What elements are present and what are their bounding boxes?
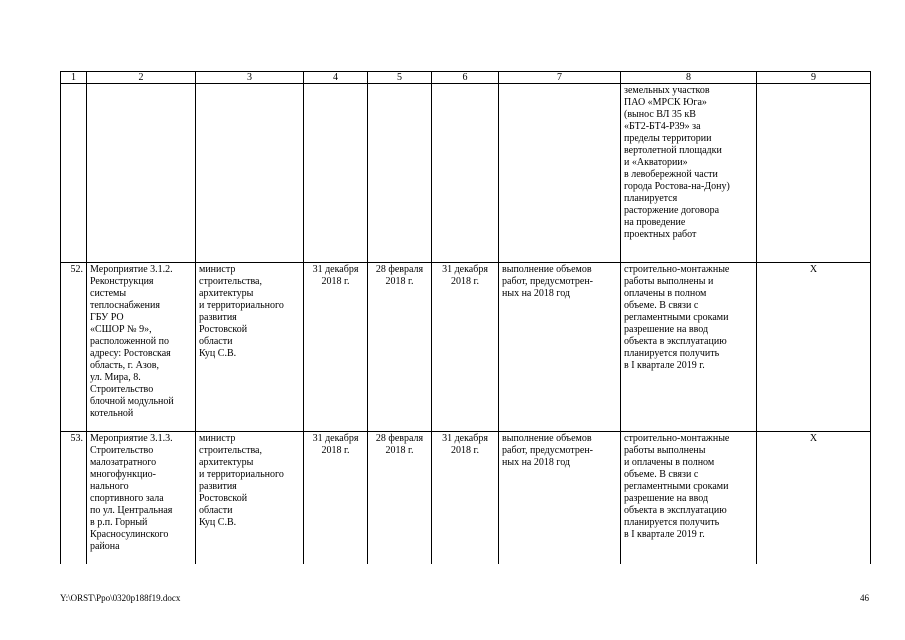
table-cell: [87, 84, 196, 263]
status-cell: строительно-монтажные работы выполнены и оплачены в полном объеме. В связи с регламентными сроками разрешение на ввод объекта в эксплуатацию планируется получить в I квартале 2019 г.: [621, 432, 757, 565]
table-cell: [499, 84, 621, 263]
table-cell: [196, 84, 304, 263]
responsible-cell: министр строительства, архитектуры и территориального развития Ростовской области Куц С.В.: [196, 432, 304, 565]
column-header: 6: [432, 72, 499, 84]
table-cell: [432, 84, 499, 263]
start-date-cell: 28 февраля 2018 г.: [368, 263, 432, 432]
events-table: [60, 71, 871, 564]
column-header: 4: [304, 72, 368, 84]
table-row-continuation: [61, 84, 871, 263]
table-row: [61, 432, 871, 565]
table-cell: [304, 84, 368, 263]
end-date-cell: 31 декабря 2018 г.: [432, 432, 499, 565]
column-header: 1: [61, 72, 87, 84]
status-cell: строительно-монтажные работы выполнены и оплачены в полном объеме. В связи с регламентными сроками разрешение на ввод объекта в эксплуатацию планируется получить в I квартале 2019 г.: [621, 263, 757, 432]
column-header: 7: [499, 72, 621, 84]
column-header: 2: [87, 72, 196, 84]
event-cell: Мероприятие 3.1.3. Строительство малозатратного многофункцио- нального спортивного зала по ул. Центральная в р.п. Горный Красносулинского района: [87, 432, 196, 565]
header-row: [61, 72, 871, 84]
table-cell: [61, 84, 87, 263]
responsible-cell: министр строительства, архитектуры и территориального развития Ростовской области Куц С.В.: [196, 263, 304, 432]
column-header: 9: [757, 72, 871, 84]
mark-cell: Х: [757, 432, 871, 565]
result-cell: выполнение объемов работ, предусмотрен- ных на 2018 год: [499, 432, 621, 565]
column-header: 5: [368, 72, 432, 84]
table-cell: [368, 84, 432, 263]
row-number: 53.: [61, 432, 87, 565]
event-cell: Мероприятие 3.1.2. Реконструкция системы теплоснабжения ГБУ РО «СШОР № 9», расположенной по адресу: Ростовская область, г. Азов, ул. Мира, 8. Строительство блочной модульной котельной: [87, 263, 196, 432]
end-date-cell: 31 декабря 2018 г.: [432, 263, 499, 432]
column-header: 3: [196, 72, 304, 84]
mark-cell: Х: [757, 263, 871, 432]
column-header: 8: [621, 72, 757, 84]
table-row: [61, 263, 871, 432]
row-number: 52.: [61, 263, 87, 432]
planned-date-cell: 31 декабря 2018 г.: [304, 263, 368, 432]
start-date-cell: 28 февраля 2018 г.: [368, 432, 432, 565]
page-number: 46: [860, 593, 869, 603]
file-path: Y:\ORST\Ppo\0320p188f19.docx: [60, 593, 181, 603]
table-cell: [757, 84, 871, 263]
result-cell: выполнение объемов работ, предусмотрен- ных на 2018 год: [499, 263, 621, 432]
status-cell: земельных участков ПАО «МРСК Юга» (вынос ВЛ 35 кВ «БТ2-БТ4-Р39» за пределы территории вертолетной площадки и «Акватории» в левобережной части города Ростова-на-Дону) планируется расторжение договора на проведение проектных работ: [621, 84, 757, 263]
planned-date-cell: 31 декабря 2018 г.: [304, 432, 368, 565]
